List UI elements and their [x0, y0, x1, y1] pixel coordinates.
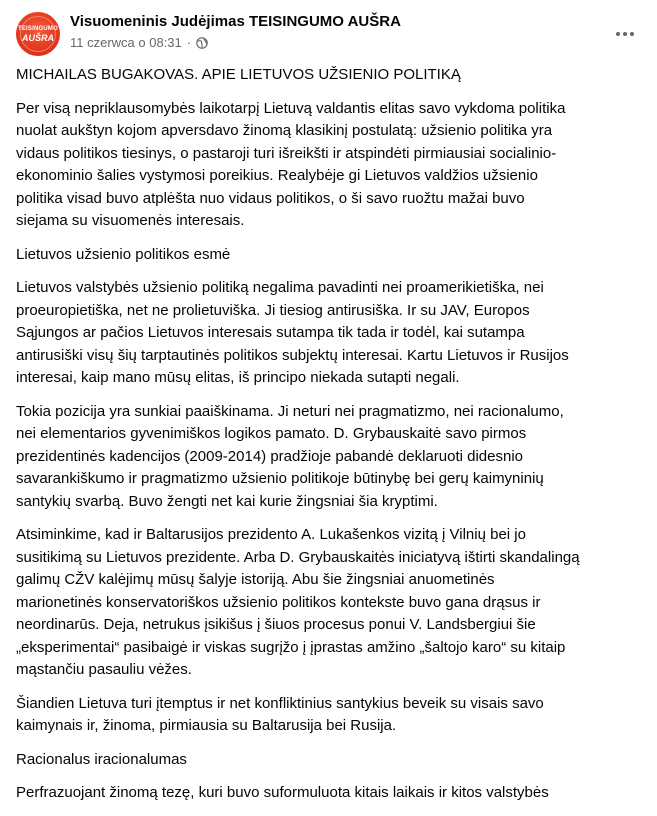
page-name-link[interactable]: Visuomeninis Judėjimas TEISINGUMO AUŠRA — [70, 13, 401, 30]
post-paragraph: Perfrazuojant žinomą tezę, kuri buvo suformuluota kitais laikais ir kitos valstybės — [16, 784, 549, 801]
globe-icon[interactable] — [196, 37, 208, 49]
post-paragraph: Šiandien Lietuva turi įtemptus ir net konfliktinius santykius beveik su visais savo kaimynais ir, žinoma, pirmiausia su Baltarusija bei Rusija. — [16, 694, 544, 734]
section-heading: Lietuvos užsienio politikos esmė — [16, 245, 231, 263]
post-paragraph: Tokia pozicija yra sunkiai paaiškinama. Ji neturi nei pragmatizmo, nei racionalumo, nei elementarios gyvenimiškos logikos pamato. D. Grybauskaitė savo pirmos prezidentinės kadencijos (2009-2014) pradžioje pabandė deklaruoti didesnio savarankiškumo ir pragmatizmo užsienio politikoje būtinybę bei gerų kaimyninių santykių svarbą. Buvo žengti net kai kurie žingsniai šia kryptimi. — [16, 402, 564, 510]
section-heading: Racionalus iracionalumas — [16, 750, 187, 768]
page-avatar[interactable] — [16, 12, 60, 56]
more-icon[interactable] — [613, 22, 637, 46]
meta-separator: · — [186, 35, 192, 50]
avatar-logo-bottom: AUŠRA — [21, 33, 54, 43]
post-meta — [70, 35, 208, 50]
post-title: MICHAILAS BUGAKOVAS. APIE LIETUVOS UŽSIENIO POLITIKĄ — [16, 66, 461, 83]
post-timestamp[interactable]: 11 czerwca o 08:31 — [70, 35, 182, 50]
more-dot — [616, 32, 620, 36]
post-body — [16, 64, 626, 816]
more-dot — [623, 32, 627, 36]
post-header — [16, 10, 641, 60]
more-dot — [630, 32, 634, 36]
post-paragraph: Per visą nepriklausomybės laikotarpį Lietuvą valdantis elitas savo vykdoma politika nuolat aukštyn kojom apversdavo žinomą klasikinį postulatą: užsienio politika yra vidaus politikos tiesinys, o pastaroji turi išreikšti ir atspindėti pirmiausiai socialinio- ekonominio šalies vystymosi poreikius. Realybėje gi Lietuvos valdžios užsienio politika visad buvo atplėšta nuo vidaus politikos, o ši savo ruožtu mažai buvo siejama su visuomenės interesais. — [16, 99, 566, 229]
post-paragraph: Atsiminkime, kad ir Baltarusijos prezidento A. Lukašenkos vizitą į Vilnių bei jo susitikimą su Lietuvos prezidente. Arba D. Grybauskaitės iniciatyvą ištirti skandalingą galimų CŽV kalėjimų mūsų šalyje istoriją. Abu šie žingsniai anuometinės marionetinės konservatoriškos užsienio politikos kontekste buvo gana drąsus ir neordinarūs. Deja, netrukus įsikišus į šiuos procesus ponui V. Landsbergiui šie „eksperimentai“ pasibaigė ir viskas sugrįžo į įprastas amžino „šaltojo karo“ su kitaip mąstančiu pasauliu vėžes. — [16, 526, 580, 678]
post-paragraph: Lietuvos valstybės užsienio politiką negalima pavadinti nei proamerikietiška, nei proeuropietiška, net ne prolietuviška. Ji tiesiog antirusiška. Ir su JAV, Europos Sąjungos ar pačios Lietuvos interesais sutampa tik tada ir todėl, kai sutampa antirusiški visų šių tarptautinės politikos subjektų interesai. Kartu Lietuvos ir Rusijos interesai, kaip mano mūsų elitas, iš principo niekada sutapti negali. — [16, 279, 569, 386]
avatar-logo-top: TEISINGUMO — [17, 26, 58, 32]
